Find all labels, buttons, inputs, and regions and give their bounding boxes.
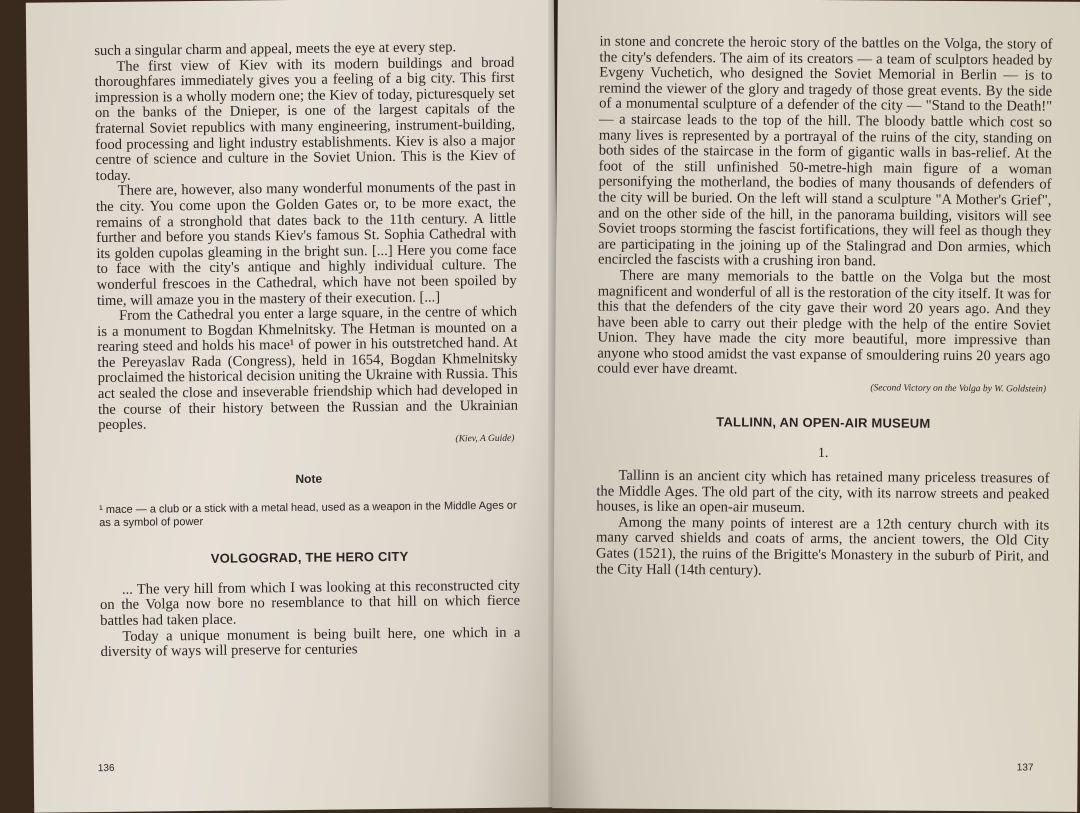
kiev-source-citation: (Kiev, A Guide): [455, 433, 515, 445]
volgograd-paragraph: Today a unique monument is being built here, one which in a diversity of ways will preserve for centuries: [100, 624, 521, 661]
footnote: ¹ mace — a club or a stick with a metal head, used as a weapon in the Middle Ages or as a symbol of power: [99, 499, 517, 529]
kiev-paragraph: The first view of Kiev with its modern buildings and broad thoroughfares immediately gives you a feeling of a big city. This first impression is a wholly modern one; the Kiev of today, picturesquely set on the banks of the Dnieper, is one of the largest capitals of the fraternal Soviet republics with many engineering, instrument-building, food processing and light industry establishments. Kiev is also a major centre of science and culture in the Soviet Union. This is the Kiev of today.: [94, 54, 516, 184]
page-number-right: 137: [1016, 762, 1034, 774]
kiev-text: [94, 40, 518, 434]
volgograd-text-right: [597, 34, 1052, 380]
volgograd-paragraph: ... The very hill from which I was looking at this reconstructed city on the Volga now bore no resemblance to that hill on which fierce battles had taken place.: [100, 577, 521, 630]
tallinn-paragraph: Tallinn is an ancient city which has retained many priceless treasures of the Middle Ages. The old part of the city, with its narrow streets and peaked houses, is like an open-air museum.: [596, 467, 1050, 517]
page-number-left: 136: [97, 762, 115, 775]
left-page: [26, 0, 562, 813]
tallinn-paragraph: Among the many points of interest are a 12th century church with its many carved shields and coats of arms, the ancient towers, the Old City Gates (1521), the ruins of the Brigitte's Monastery in the suburb of Pirit, and the City Hall (14th century).: [595, 514, 1050, 579]
kiev-paragraph: such a singular charm and appeal, meets the eye at every step.: [94, 39, 457, 60]
tallinn-heading: TALLINN, AN OPEN-AIR MUSEUM: [716, 414, 931, 431]
volgograd-paragraph: There are many memorials to the battle on the Volga but the most magnificent and wonderful of all is the restoration of the city itself. It was for this that the defenders of the city gave their word 20 years ago. And they have been able to carry out their pledge with the help of the entire Soviet Union. They have made the city more beautiful, more impressive than anyone who stood amidst the vast expanse of smouldering ruins 20 years ago could ever have dreamt.: [597, 267, 1051, 378]
tallinn-section-number: 1.: [817, 446, 829, 462]
right-page: [552, 0, 1080, 812]
volgograd-text-left: [100, 578, 521, 660]
kiev-paragraph: There are, however, also many wonderful monuments of the past in the city. You come upon the Golden Gates or, to be more exact, the remains of a stronghold that dates back to the 11th century. A little further and before you stands Kiev's famous St. Sophia Cathedral with its golden cupolas gleaming in the bright sun. [...] Here you come face to face with the city's antique and highly individual culture. The wonderful frescoes in the Cathedral, which have not been spoiled by time, will amaze you in the mastery of their execution. [...]: [95, 179, 517, 309]
volgograd-source-citation: (Second Victory on the Volga by W. Goldstein): [870, 383, 1047, 395]
note-heading: Note: [295, 471, 323, 486]
kiev-paragraph: From the Cathedral you enter a large square, in the centre of which is a monument to Bogdan Khmelnitsky. The Hetman is mounted on a rearing steed and holds his mace¹ of power in his outstretched hand. At the Pereyaslav Rada (Congress), held in 1654, Bogdan Khmelnitsky proclaimed the historical decision uniting the Ukraine with Russia. This act sealed the close and inseverable friendship which had developed in the course of their history between the Russian and the Ukrainian peoples.: [97, 303, 519, 434]
volgograd-paragraph: in stone and concrete the heroic story of the battles on the Volga, the story of the city's defenders. The aim of its creators — a team of sculptors headed by Evgeny Vuchetich, who designed the Soviet Memorial in Berlin — is to remind the viewer of the glory and tragedy of those great events. By the side of a monumental sculpture of a defender of the city — "Stand to the Death!" — a staircase leads to the top of the hill. The bloody battle which cost so many lives is represented by a portrayal of the ruins of the city, standing on both sides of the staircase in the form of gigantic walls in bas-relief. At the foot of the still unfinished 50-metre-high main figure of a woman personifying the motherland, the bodies of many thousands of defenders of the city will be buried. On the left will stand a sculpture "A Mother's Grief", and on the other side of the hill, in the panorama building, visitors will see Soviet troops storming the fascist fortifications, they will feel as though they are participating in the joining up of the Stalingrad and Don armies, which encircled the fascists with a crushing iron band.: [597, 33, 1053, 270]
volgograd-heading: VOLGOGRAD, THE HERO CITY: [210, 548, 409, 566]
tallinn-text: [596, 469, 1050, 581]
